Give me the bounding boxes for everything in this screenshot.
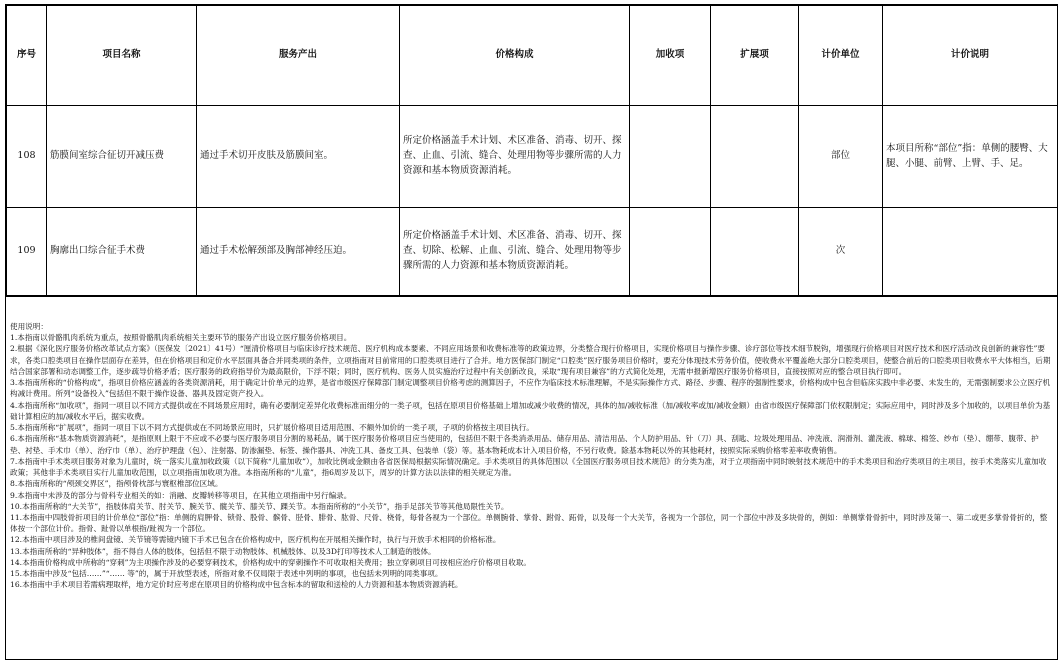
row-extension bbox=[711, 208, 799, 296]
row-note: 本项目所称“部位”指：单侧的腰臀、大腿、小腿、前臂、上臂、手、足。 bbox=[883, 106, 1058, 208]
row-output: 通过手术松解颈部及胸部神经压迫。 bbox=[197, 208, 400, 296]
row-no: 108 bbox=[7, 106, 47, 208]
row-name: 筋膜间室综合征切开减压费 bbox=[47, 106, 197, 208]
row-no: 109 bbox=[7, 208, 47, 296]
row-composition: 所定价格涵盖手术计划、术区准备、消毒、切开、探查、切除、松解、止血、引流、缝合、处理用物等步骤所需的人力资源和基本物质资源消耗。 bbox=[400, 208, 630, 296]
note-item: 11.本指南中四肢骨折项目的计价单位“部位”指：单侧的肩胛骨、锁骨、股骨、髌骨、胫骨、腓骨、肱骨、尺骨、桡骨，每骨各视为一个部位。单侧腕骨、掌骨、跗骨、跖骨，以及每一个大关节，各视为一个部位，同一个部位中涉及多块骨的，例如：单侧掌骨骨折中，同时涉及第一、第二或更多掌骨骨折的，整体按一个部位计价。指骨、趾骨以单根指/趾视为一个部位。 bbox=[10, 512, 1048, 534]
row-extension bbox=[711, 106, 799, 208]
note-item: 4.本指南所称“加收项”，指同一项目以不同方式提供或在不同场景应用时，确有必要制定差异化收费标准而细分的一类子项，包括在原项目价格基础上增加或减少收费的情况，具体的加/减收标准（加/减收率或加/减收金额）由省市级医疗保障部门依权限制定；实际应用中，同时涉及多个加收的，以项目单价为基础计算相应的加/减收水平后，据实收费。 bbox=[10, 400, 1051, 421]
note-item: 9.本指南中未涉及的部分与骨科专业相关的如：消融、皮瓣转移等项目，在其他立项指南中另行编录。 bbox=[10, 490, 352, 500]
note-item: 6.本指南所称“基本物质资源消耗”，是指原则上限于不应或不必要与医疗服务项目分割的易耗品，属于医疗服务价格项目应当使用的，包括但不限于各类消杀用品、储存用品、清洁用品、个人防护用品、针（刀）具、刮匙、垃圾处理用品、冲洗液、润滑剂、灌洗液、棉球、棉签、纱布（垫）、绷带、腹带、护垫、衬垫、手术巾（单）、治疗巾（单）、治疗护理盘（包）、注射器、防渗漏垫、标签、操作器具、冲洗工具、备皮工具、包装单（袋）等。基本物耗成本计入项目价格，不另行收费。除基本物耗以外的其他耗材，按照实际采购价格零差率收费销售。 bbox=[10, 434, 1039, 455]
notes-title: 使用说明： bbox=[10, 322, 48, 331]
row-surcharge bbox=[630, 208, 711, 296]
header-output: 服务产出 bbox=[197, 6, 400, 106]
note-item: 16.本指南中手术项目若需病理取样，地方定价时应考虑在原项目的价格构成中包含标本的留取和送检的人力资源和基本物质资源消耗。 bbox=[10, 580, 463, 590]
note-item: 14.本指南价格构成中所称的“穿刺”为主项操作涉及的必要穿刺技术，价格构成中的穿刺操作不可收取相关费用；独立穿刺项目可按相应治疗价格项目收取。 bbox=[10, 557, 532, 567]
header-surcharge: 加收项 bbox=[630, 6, 711, 106]
note-item: 3.本指南所称的“价格构成”，指项目价格应涵盖的各类资源消耗，用于确定计价单元的边界，是省市级医疗保障部门制定调整项目价格考虑的测算因子，不应作为临床技术标准理解，不是实际操作方式、路径、步骤、程序的强制性要求，价格构成中包含但临床实践中非必要、未发生的，无需强制要求公立医疗机构减计费用。所列“设备投入”包括但不限于操作设备、器具及固定资产投入。 bbox=[10, 378, 1051, 399]
document-page bbox=[5, 4, 1058, 660]
note-item: 2.根据《深化医疗服务价格改革试点方案》（医保发〔2021〕41号）“厘清价格项目与临床诊疗技术规范、医疗机构成本要素、不同应用场景和收费标准等的政策边界，分类整合现行价格项目，实现价格项目与操作步骤、诊疗部位等技术细节脱钩，增强现行价格项目对医疗技术和医疗活动改良创新的兼容性”要求，各类口腔类项目在操作层面存在差异，但在价格项目和定价水平层面具备合并同类项的条件，立项指南对目前常用的口腔类项目进行了合并。地方医保部门制定“口腔类”医疗服务项目价格时，要充分体现技术劳务价值，使收费水平覆盖绝大部分口腔类项目，使整合前后的口腔类项目收费水平大体相当，后期结合国家部署和动态调整工作，逐步疏导价格矛盾；医疗服务的政府指导价为最高限价，下浮不限；同时，医疗机构、医务人员实施治疗过程中有关创新改良，采取“现有项目兼容”的方式简化处理，无需申报新增医疗服务价格项目，直接按照对应的整合项目执行即可。 bbox=[10, 344, 1051, 376]
row-note bbox=[883, 208, 1058, 296]
note-item: 12.本指南中项目涉及的椎间盘镜、关节镜等需镜内镜下手术已包含在价格构成中，医疗机构在开展相关操作时，执行与开放手术相同的价格标准。 bbox=[10, 535, 501, 545]
note-item: 13.本指南所称的“异种肢体”，指不得自人体的肢体，包括但不限于动物肢体、机械肢体、以及3D打印等技术人工制造的肢体。 bbox=[10, 546, 436, 556]
header-composition: 价格构成 bbox=[400, 6, 630, 106]
row-composition: 所定价格涵盖手术计划、术区准备、消毒、切开、探查、止血、引流、缝合、处理用物等步骤所需的人力资源和基本物质资源消耗。 bbox=[400, 106, 630, 208]
row-surcharge bbox=[630, 106, 711, 208]
note-item: 7.本指南中手术类项目服务对象为儿童时，统一落实儿童加收政策（以下简称“儿童加收”），加收比例或金额由各省医保局根据实际情况确定。手术类项目的具体范围以《全国医疗服务项目技术规范》的分类为准，对于立项指南中同时映射技术规范中的手术类项目和治疗类项目的主项目，按手术类落实儿童加收政策；其他非手术类项目实行儿童加收范围，以立项指南加收项为准。本指南所称的“儿童”，指6周岁及以下，周岁的计算方法以法律的相关规定为准。 bbox=[10, 456, 1047, 478]
row-unit: 次 bbox=[799, 208, 883, 296]
header-name: 项目名称 bbox=[47, 6, 197, 106]
row-output: 通过手术切开皮肤及筋膜间室。 bbox=[197, 106, 400, 208]
note-item: 1.本指南以骨骼肌肉系统为重点，按照骨骼肌肉系统相关主要环节的服务产出设立医疗服务价格项目。 bbox=[10, 333, 352, 343]
table-header-row bbox=[7, 6, 1058, 106]
price-table bbox=[6, 5, 1058, 296]
note-item: 8.本指南所称的“颅颈交界区”，指颅骨枕部与寰枢椎部位区域。 bbox=[10, 479, 223, 489]
table-row bbox=[7, 106, 1058, 208]
note-item: 5.本指南所称“扩展项”，指同一项目下以不同方式提供或在不同场景应用时，只扩展价格项目适用范围、不额外加价的一类子项，子项的价格按主项目执行。 bbox=[10, 423, 534, 433]
header-extension: 扩展项 bbox=[711, 6, 799, 106]
header-note: 计价说明 bbox=[883, 6, 1058, 106]
row-name: 胸廓出口综合征手术费 bbox=[47, 208, 197, 296]
table-row bbox=[7, 208, 1058, 296]
usage-notes bbox=[6, 296, 1057, 591]
note-item: 15.本指南中涉及“包括……”“…… 等”的，属于开放型表述，所指对象不仅局限于表述中列明的事项，也包括未列明的同类事项。 bbox=[10, 569, 443, 579]
header-no: 序号 bbox=[7, 6, 47, 106]
row-unit: 部位 bbox=[799, 106, 883, 208]
header-unit: 计价单位 bbox=[799, 6, 883, 106]
note-item: 10.本指南所称的“大关节”，指肢体肩关节、肘关节、腕关节、髋关节、膝关节、踝关节。本指南所称的“小关节”，指手足部关节等其他局限性关节。 bbox=[10, 501, 509, 511]
